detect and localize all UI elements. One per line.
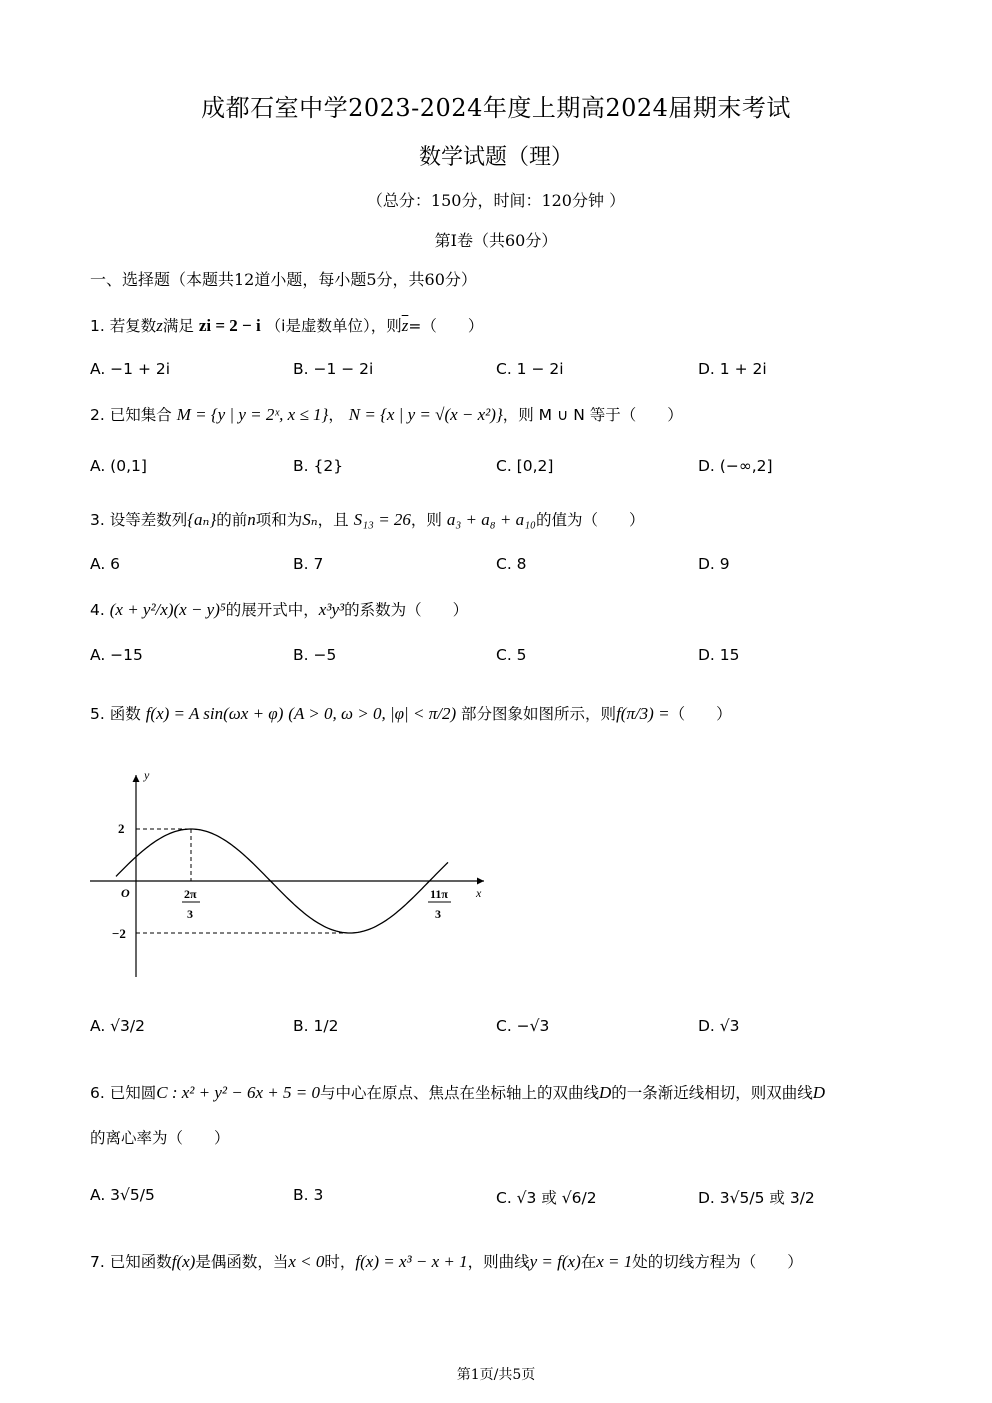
q4-option-c[interactable]: C. 5	[496, 646, 527, 664]
q5-conditions: (A > 0, ω > 0, |φ| < π/2)	[288, 704, 457, 723]
q4-expression: (x + y²/x)(x − y)⁵	[109, 600, 226, 619]
q1-option-a[interactable]: A. −1 + 2i	[90, 360, 171, 378]
x1-tick-denominator: 3	[187, 907, 193, 921]
q3-option-d[interactable]: D. 9	[698, 555, 730, 573]
question-6: 6. 已知圆C : x² + y² − 6x + 5 = 0与中心在原点、焦点在坐标轴上的双曲线D的一条渐近线相切，则双曲线D	[90, 1083, 826, 1102]
question-4: 4. (x + y²/x)(x − y)⁵的展开式中，x³y³的系数为（ ）	[90, 600, 469, 619]
q3-option-c[interactable]: C. 8	[496, 555, 527, 573]
q2-option-c[interactable]: C. [0,2]	[496, 457, 554, 475]
y-min-label: −2	[112, 926, 126, 941]
x1-tick-numerator: 2π	[184, 887, 197, 901]
q3-option-a[interactable]: A. 6	[90, 555, 121, 573]
question-5: 5. 函数 f(x) = A sin(ωx + φ) (A > 0, ω > 0, |φ| < π/2) 部分图象如图所示，则f(π/3) =（ ）	[90, 704, 732, 723]
question-6-line-2: 的离心率为（ ）	[90, 1129, 230, 1147]
volume-heading: 第Ⅰ卷（共60分）	[434, 231, 558, 250]
y-axis-label: y	[144, 768, 150, 782]
q6-option-c[interactable]: C. √3 或 √6/2	[496, 1189, 597, 1207]
set-m: M = {y | y = 2ˣ, x ≤ 1}	[176, 405, 329, 424]
q2-option-a[interactable]: A. (0,1]	[90, 457, 147, 475]
q4-option-b[interactable]: B. −5	[293, 646, 337, 664]
q1-option-c[interactable]: C. 1 − 2i	[496, 360, 564, 378]
section-heading: 一、选择题（本题共12道小题，每小题5分，共60分）	[90, 270, 477, 289]
q6-option-a[interactable]: A. 3√5/5	[90, 1186, 155, 1204]
q5-option-b[interactable]: B. 1/2	[293, 1017, 339, 1035]
circle-equation: C : x² + y² − 6x + 5 = 0	[156, 1083, 320, 1102]
q5-option-c[interactable]: C. −√3	[496, 1017, 550, 1035]
q6-option-b[interactable]: B. 3	[293, 1186, 324, 1204]
q1-option-b[interactable]: B. −1 − 2i	[293, 360, 374, 378]
q5-function: f(x) = A sin(ωx + φ)	[145, 704, 284, 723]
x2-tick-denominator: 3	[435, 907, 441, 921]
exam-meta: （总分：150分，时间：120分钟 ）	[366, 191, 626, 210]
q5-option-a[interactable]: A. √3/2	[90, 1017, 146, 1035]
q2-option-b[interactable]: B. {2}	[293, 457, 344, 475]
exam-subtitle: 数学试题（理）	[418, 145, 573, 170]
q1-option-d[interactable]: D. 1 + 2i	[698, 360, 767, 378]
question-1: 1. 若复数z满足 zi = 2 − i （i是虚数单位），则$\overline{z}=$（ ）	[90, 316, 484, 335]
sine-graph	[88, 765, 498, 985]
q4-option-d[interactable]: D. 15	[698, 646, 740, 664]
x2-tick-numerator: 11π	[430, 887, 448, 901]
q3-option-b[interactable]: B. 7	[293, 555, 324, 573]
q1-equation: zi = 2 − i	[198, 316, 261, 335]
q6-option-d[interactable]: D. 3√5/5 或 3/2	[698, 1189, 815, 1207]
question-7: 7. 已知函数f(x)是偶函数，当x < 0时，f(x) = x³ − x + 1，则曲线y = f(x)在x = 1处的切线方程为（ ）	[90, 1252, 803, 1271]
x-axis-label: x	[476, 886, 482, 900]
exam-title: 成都石室中学2023-2024年度上期高2024届期末考试	[201, 94, 791, 122]
origin-label: O	[121, 886, 130, 900]
question-2: 2. 已知集合 M = {y | y = 2ˣ, x ≤ 1}， N = {x | y = √(x − x²)}，则 M ∪ N 等于（ ）	[90, 405, 683, 424]
q4-option-a[interactable]: A. −15	[90, 646, 143, 664]
question-3: 3. 设等差数列{aₙ}的前n项和为Sₙ，且 S₁₃ = 26，则 a₃ + a₈ + a₁₀的值为（ ）	[90, 510, 645, 529]
set-n: N = {x | y = √(x − x²)}	[348, 405, 503, 424]
q2-option-d[interactable]: D. (−∞,2]	[698, 457, 773, 475]
y-max-label: 2	[118, 821, 125, 836]
q5-option-d[interactable]: D. √3	[698, 1017, 740, 1035]
page-footer: 第1页/共5页	[456, 1367, 536, 1383]
